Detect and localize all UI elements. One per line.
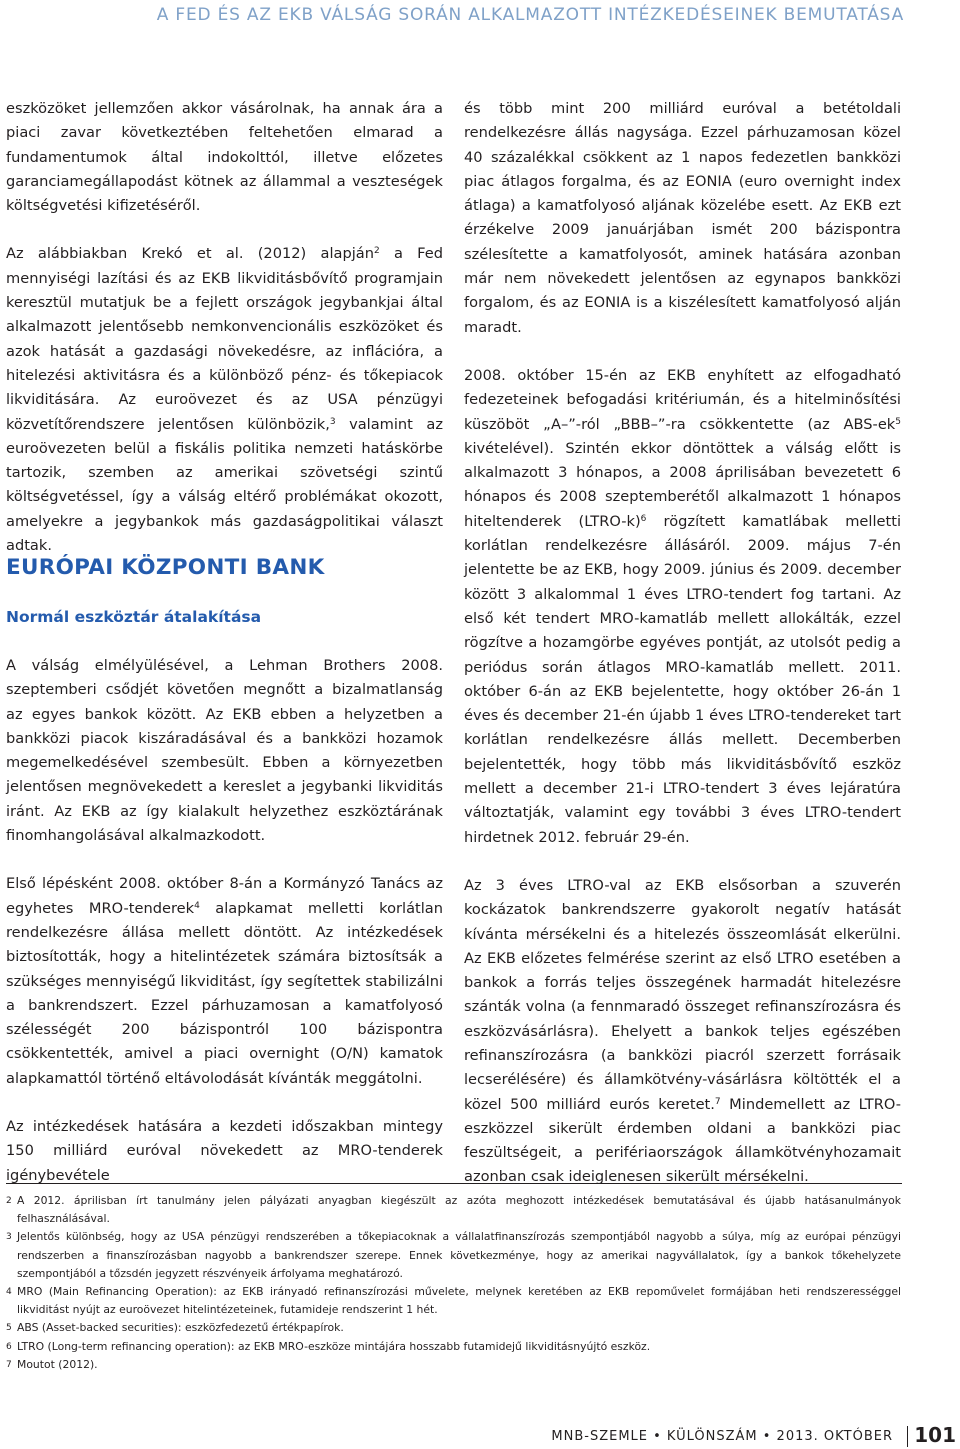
right-column	[464, 97, 901, 1190]
footnote	[6, 1228, 901, 1283]
footnote-ref[interactable]: 7	[714, 1096, 721, 1107]
footnote-text: ABS (Asset-backed securities): eszközfedezetű értékpapírok.	[17, 1321, 344, 1335]
paragraph: A válság elmélyülésével, a Lehman Brothers 2008. szeptemberi csődjét követően megnőtt a bizalmatlanság az egyes bankok között. Az EKB ebben a helyzetben a bankközi piacok kiszáradásával és a bankközi hozamok megemelkedésével szembesült. Ebben a környezetben jelentősen megnövekedett a kereslet a jegybanki likviditás iránt. Az EKB az így kialakult helyzethez eszköztárának finomhangolásával alkalmazkodott.	[6, 657, 443, 845]
left-column	[6, 97, 443, 558]
footnote-text: Jelentős különbség, hogy az USA pénzügyi rendszerében a tőkepiacoknak a vállalatfinanszírozás szempontjából nagyobb a súlya, míg az európai pénzügyi rendszerben a finanszírozásban nagyobb a bankrendszer szerepe. Ennek következménye, hogy az amerikai nagyvállalatok, így a bankok tőkehelyzete szempontjából a tőzsdén jegyzett részvényeik árfolyama meghatározó.	[17, 1230, 901, 1280]
paragraph: Az 3 éves LTRO-val az EKB elsősorban a szuverén kockázatok bankrendszerre gyakorolt negatív hatását kívánta mérsékelni és a hitelezés összeomlását elkerülni. Az EKB előzetes felmérése szerint az első LTRO esetében a bankok a forrás teljes összegének harmadát hitelezésre szánták volna (a fennmaradó összeget refinanszírozásra és eszközvásárlásra). Ehelyett a bankok teljes egészében refinanszírozásra (a bankközi piacról szerzett forrásaik lecserélésére) és államkötvény-vásárlásra költötték el a közel 500 milliárd eurós keretet.$^7$ Mindemellett az LTRO-eszközzel sikerült érdemben oldani a bankközi piac feszültségeit, a perifériaországok államkötvényhozamait azonban csak ideiglenesen sikerült mérsékelni.	[464, 876, 901, 1186]
footnote-number: 5	[6, 1323, 12, 1334]
footnote-text: A 2012. áprilisban írt tanulmány jelen pályázati anyagban kiegészült az azóta meghozott intézkedések bemutatásával és újabb hatásanulmányok felhasználásával.	[17, 1194, 901, 1226]
footnote	[6, 1338, 901, 1356]
footnote-divider	[6, 1183, 902, 1184]
footnote	[6, 1356, 901, 1374]
footnote-number: 3	[6, 1232, 12, 1243]
footnote-text: Moutot (2012).	[17, 1357, 98, 1371]
paragraph: Az alábbiakban Krekó et al. (2012) alapján$^2$ a Fed mennyiségi lazítási és az EKB likviditásbővítő programjain keresztül mutatjuk be a fejlett országok jegybankjai által alkalmazott jelentősebb nemkonvencionális eszközöket és azok hatását a gazdasági növekedésre, az inflációra, a hitelezési aktivitásra és a különböző pénz- és tőkepiacok likviditására. Az euroövezet és az USA pénzügyi közvetítőrendszere jelentősen különbözik,$^3$ valamint az euroövezeten belül a fiskális politika nemzeti hatáskörbe tartozik, szemben az amerikai szövetségi szintű költségvetéssel, így a válság eltérő problémákat okozott, amelyekre a jegybankok más gazdaságpolitikai választ adtak.	[6, 245, 443, 555]
page-number: 101	[914, 1423, 956, 1447]
footnote-number: 2	[6, 1196, 12, 1206]
footnote-ref[interactable]: 6	[640, 513, 647, 524]
publication-footer: MNB-SZEMLE • KÜLÖNSZÁM • 2013. OKTÓBER	[551, 1429, 893, 1444]
footnote-ref[interactable]: 2	[373, 246, 380, 257]
footnote-text: LTRO (Long-term refinancing operation): az EKB MRO-eszköze mintájára hosszabb futamidejű likviditásnyújtó eszköz.	[17, 1339, 651, 1353]
paragraph: Az intézkedések hatására a kezdeti időszakban mintegy 150 milliárd euróval növekedett az MRO-tenderek igénybevétele	[6, 1118, 443, 1184]
footnote	[6, 1319, 901, 1337]
paragraph: 2008. október 15-én az EKB enyhített az elfogadható fedezeteinek befogadási kritériumán, és a hitelminősítési küszöböt „A–”-ról „BBB–”-ra csökkentette (az ABS-$ek^5$ kivételével). Szintén ekkor döntöttek a válság előtt is alkalmazott 3 hónapos, a 2008 áprilisában bevezetett 6 hónapos és 2008 szeptemberétől alkalmazott 1 hónapos hiteltenderek (LTRO-k)$^6$ rögzített kamatlábak melletti korlátlan rendelkezésre állásáról. 2009. május 7-én jelentette be az EKB, hogy 2009. június és 2009. december között 3 alkalommal 1 éves LTRO-tendert fog tartani. Az első két tendert MRO-kamatláb mellett allokálták, ezzel rögzítve a hozamgörbe egyéves pontját, az utolsót pedig a periódus során átlagos MRO-kamatláb mellett. 2011. október 6-án az EKB bejelentette, hogy október 26-án 1 éves és december 21-én újabb 1 éves LTRO-tendereket tart korlátlan rendelkezésre állás mellett. Decemberben bejelentették, hogy több más likviditásbővítő eszköz mellett a december 21-i LTRO-tendert 3 éves lejáratúra változtatják, valamint egy további 3 éves LTRO-tendert hirdetnek 2012. február 29-én.	[464, 366, 901, 846]
footnote	[6, 1192, 901, 1228]
footnote-ref[interactable]: 4	[194, 900, 200, 911]
footnote-number: 7	[6, 1359, 12, 1370]
footer-divider	[907, 1426, 908, 1447]
running-title: A FED ÉS AZ EKB VÁLSÁG SORÁN ALKALMAZOTT INTÉZKEDÉSEINEK BEMUTATÁSA	[156, 5, 904, 25]
footnote-text: MRO (Main Refinancing Operation): az EKB irányadó refinanszírozási művelete, melynek keretében az EKB repoművelet formájában heti rendszerességgel likviditást nyújt az euroövezet hitelintézeteinek, futamideje rendszerint 1 hét.	[17, 1285, 901, 1317]
paragraph: és több mint 200 milliárd euróval a betétoldali rendelkezésre állás nagysága. Ezzel párhuzamosan közel 40 százalékkal csökkent az 1 napos fedezetlen bankközi piac átlagos forgalma, és az EONIA (euro overnight index átlaga) a kamatfolyosó aljának közelébe esett. Az EKB ezt érzékelve 2009 januárjában ismét 200 bázispontra szélesítette a kamatfolyosót, aminek hatására azonban már nem növekedett jelentősen az egynapos bankközi forgalom, és az EONIA is a kiszélesített kamatfolyosó alján maradt.	[464, 100, 901, 336]
footnote-number: 6	[6, 1341, 12, 1352]
left-column-lower	[6, 654, 443, 1188]
footnote-number: 4	[6, 1287, 12, 1298]
footnotes	[6, 1192, 901, 1374]
section-title: EURÓPAI KÖZPONTI BANK	[6, 555, 325, 580]
footnote	[6, 1283, 901, 1319]
paragraph: Első lépésként 2008. október 8-án a Kormányzó Tanács az egyhetes MRO-tenderek$^4$ alapkamat melletti korlátlan rendelkezésre állása mellett döntött. Az intézkedések biztosították, hogy a hitelintézetek számára biztosítsák a szükséges mennyiségű likviditást, így segítettek stabilizálni a bankrendszert. Ezzel párhuzamosan a kamatfolyosó szélességét 200 bázispontról 100 bázispontra csökkentették, amivel a piaci overnight (O/N) kamatok alapkamattól történő eltávolodását kívánták meggátolni.	[6, 875, 443, 1087]
paragraph: eszközöket jellemzően akkor vásárolnak, ha annak ára a piaci zavar következtében feltehetően elmarad a fundamentumok által indokolttól, illetve előzetes garanciamegállapodást kötnek az állammal a veszteségek költségvetési kifizetéséről.	[6, 100, 443, 215]
subsection-title: Normál eszköztár átalakítása	[6, 608, 262, 626]
footnote-ref[interactable]: 3	[329, 416, 336, 427]
footnote-ref[interactable]: 5	[895, 416, 901, 427]
